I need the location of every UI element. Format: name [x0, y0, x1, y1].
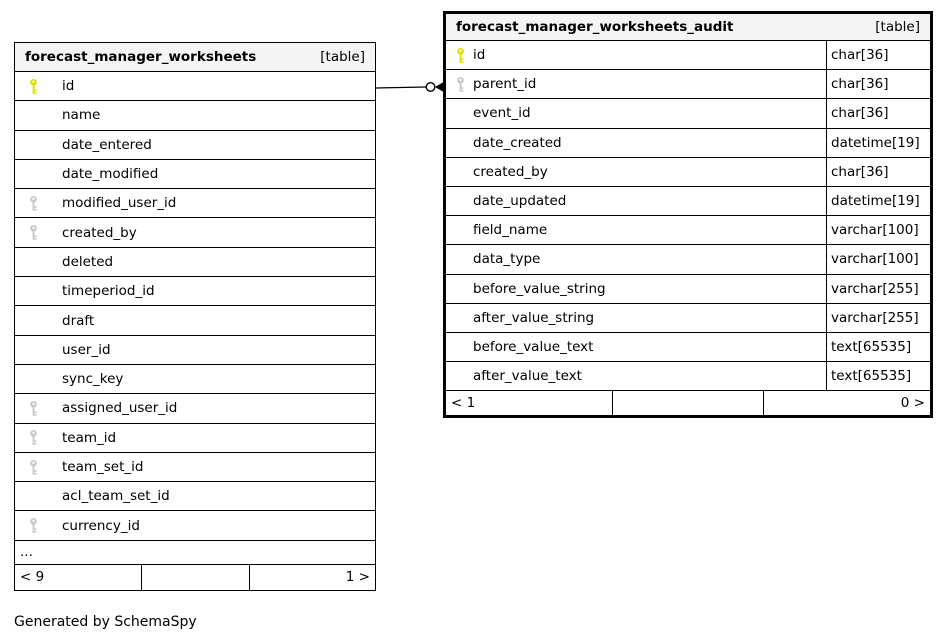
key-icon	[456, 368, 465, 385]
column-row[interactable]	[15, 131, 375, 160]
column-type: char[36]	[826, 99, 930, 127]
foreign-key-icon	[29, 459, 38, 476]
column-row[interactable]	[15, 453, 375, 482]
foreign-key-icon	[29, 517, 38, 534]
key-icon	[456, 280, 465, 297]
column-row[interactable]	[15, 277, 375, 306]
table-type-badge: [table]	[875, 19, 920, 35]
column-row[interactable]	[15, 248, 375, 277]
column-name: date_entered	[62, 136, 152, 153]
open-circle-marker	[426, 83, 435, 92]
column-name: after_value_text	[473, 368, 582, 385]
key-icon	[456, 338, 465, 355]
column-row[interactable]	[15, 365, 375, 394]
column-name: user_id	[62, 341, 111, 358]
key-glyph	[29, 195, 38, 212]
column-type: datetime[19]	[826, 129, 930, 157]
column-type: varchar[255]	[826, 304, 930, 332]
children-count: < 1	[451, 395, 476, 412]
column-name: assigned_user_id	[62, 400, 178, 417]
column-row[interactable]	[15, 336, 375, 365]
column-name: data_type	[473, 251, 541, 268]
column-name: team_set_id	[62, 459, 144, 475]
column-row[interactable]	[446, 216, 930, 245]
key-glyph	[29, 224, 38, 241]
key-glyph	[29, 517, 38, 534]
column-name: before_value_text	[473, 338, 594, 355]
key-glyph	[29, 459, 38, 476]
children-count: < 9	[20, 569, 45, 586]
column-row[interactable]	[15, 394, 375, 423]
column-row[interactable]	[446, 304, 930, 333]
column-type: text[65535]	[826, 333, 930, 361]
column-row[interactable]	[15, 72, 375, 101]
footer-spacer	[612, 391, 764, 415]
generator-note: Generated by SchemaSpy	[14, 614, 197, 630]
column-type: char[36]	[826, 41, 930, 69]
table-node-forecast-manager-worksheets[interactable]	[14, 42, 376, 591]
column-name: modified_user_id	[62, 195, 177, 212]
column-type: char[36]	[826, 70, 930, 98]
column-row[interactable]	[15, 482, 375, 511]
column-row[interactable]	[15, 218, 375, 247]
column-type: text[65535]	[826, 362, 930, 390]
key-glyph	[29, 429, 38, 446]
column-row[interactable]	[15, 424, 375, 453]
column-name: parent_id	[473, 76, 537, 93]
foreign-key-icon	[29, 195, 38, 212]
column-row[interactable]	[446, 187, 930, 216]
column-rows	[446, 41, 930, 391]
column-row[interactable]	[446, 362, 930, 391]
key-icon	[456, 163, 465, 180]
key-icon	[29, 371, 38, 388]
foreign-key-icon	[456, 76, 465, 93]
table-type-badge: [table]	[320, 49, 365, 65]
table-title[interactable]: forecast_manager_worksheets_audit	[456, 19, 734, 35]
column-row[interactable]	[15, 160, 375, 189]
column-row[interactable]	[15, 306, 375, 335]
column-row[interactable]	[446, 158, 930, 187]
key-icon	[456, 222, 465, 239]
key-icon	[29, 253, 38, 270]
column-type: char[36]	[826, 158, 930, 186]
key-glyph	[29, 400, 38, 417]
column-type: datetime[19]	[826, 187, 930, 215]
column-name: before_value_string	[473, 280, 606, 297]
column-row[interactable]	[446, 99, 930, 128]
column-name: deleted	[62, 253, 114, 270]
key-icon	[456, 309, 465, 326]
primary-key-icon	[456, 47, 465, 64]
column-name: date_modified	[62, 166, 159, 183]
column-row[interactable]	[446, 129, 930, 158]
foreign-key-icon	[29, 400, 38, 417]
key-icon	[29, 136, 38, 153]
table-header[interactable]	[446, 14, 930, 41]
key-icon	[456, 134, 465, 151]
column-name: created_by	[62, 224, 137, 241]
column-name: id	[473, 47, 486, 64]
column-name: created_by	[473, 163, 548, 180]
column-row[interactable]	[446, 70, 930, 99]
column-type: varchar[100]	[826, 216, 930, 244]
solid-arrowhead-marker	[435, 82, 443, 91]
foreign-key-icon	[29, 429, 38, 446]
key-icon	[29, 312, 38, 329]
table-header[interactable]	[15, 43, 375, 72]
key-glyph	[456, 47, 465, 64]
key-icon	[29, 488, 38, 505]
column-name: field_name	[473, 222, 548, 239]
column-name: date_updated	[473, 193, 567, 210]
column-name: timeperiod_id	[62, 283, 155, 300]
column-name: draft	[62, 312, 95, 329]
column-type: varchar[100]	[826, 245, 930, 273]
key-icon	[456, 251, 465, 268]
column-name: event_id	[473, 105, 531, 122]
parents-count: 1 >	[345, 569, 370, 586]
fk-relationship-connector	[370, 75, 448, 100]
column-name: team_id	[62, 429, 117, 446]
table-footer	[15, 565, 375, 590]
column-name: name	[62, 107, 101, 124]
parents-count: 0 >	[900, 395, 925, 412]
key-glyph	[29, 78, 38, 95]
table-footer	[446, 391, 930, 415]
key-glyph	[456, 76, 465, 93]
column-name: acl_team_set_id	[62, 488, 170, 505]
column-name: id	[62, 78, 75, 95]
primary-key-icon	[29, 78, 38, 95]
column-row[interactable]	[446, 41, 930, 70]
foreign-key-icon	[29, 224, 38, 241]
column-row[interactable]	[15, 511, 375, 540]
key-icon	[29, 283, 38, 300]
column-rows	[15, 72, 375, 541]
column-type: varchar[255]	[826, 275, 930, 303]
footer-spacer	[141, 565, 250, 590]
edge-line	[376, 87, 426, 88]
key-icon	[29, 107, 38, 124]
column-row[interactable]	[446, 333, 930, 362]
key-icon	[29, 341, 38, 358]
column-row[interactable]	[446, 245, 930, 274]
truncated-columns-indicator: ...	[15, 541, 375, 565]
key-icon	[456, 105, 465, 122]
table-node-forecast-manager-worksheets-audit[interactable]	[443, 11, 933, 418]
column-name: sync_key	[62, 371, 124, 388]
column-row[interactable]	[15, 101, 375, 130]
column-name: currency_id	[62, 517, 140, 534]
table-title[interactable]: forecast_manager_worksheets	[25, 49, 257, 65]
column-name: date_created	[473, 134, 562, 151]
column-row[interactable]	[15, 189, 375, 218]
column-name: after_value_string	[473, 309, 595, 326]
key-icon	[29, 166, 38, 183]
key-icon	[456, 193, 465, 210]
column-row[interactable]	[446, 275, 930, 304]
